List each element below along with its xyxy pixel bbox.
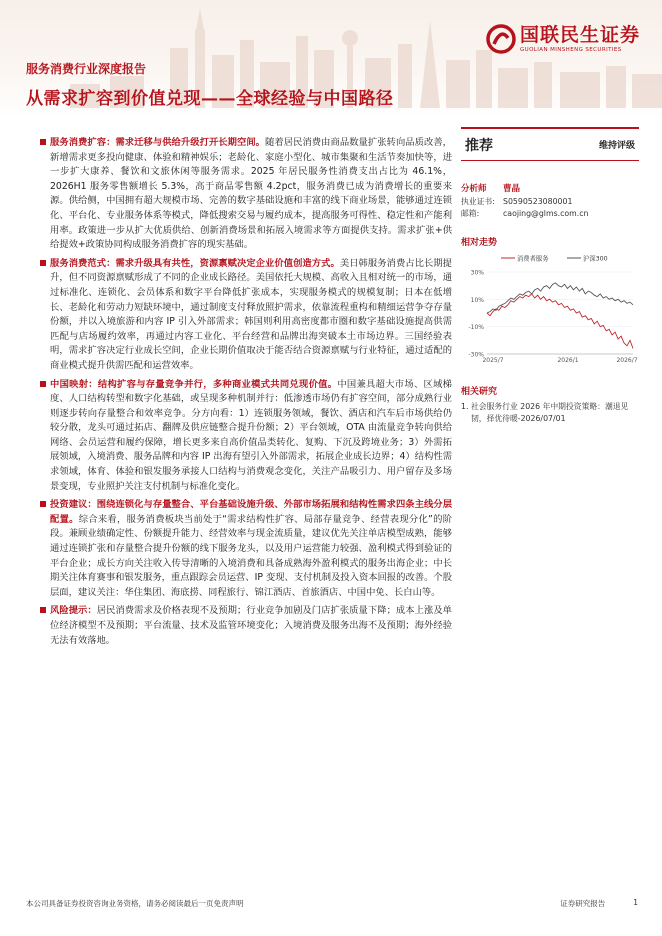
bullet-square-icon: [40, 260, 46, 266]
cert-value: S0590523080001: [503, 196, 573, 206]
logo-name-en: GUOLIAN MINSHENG SECURITIES: [519, 47, 622, 53]
paragraph-body: 美日韩服务消费占比长期提升，但不同资源禀赋形成了不同的企业成长路径。美国依托大规模、高收入且相对统一的市场，通过标准化、连锁化、会员体系和数字平台降低扩张成本，实现服务模式的规模复制；日本在低增长、老龄化和劳动力短缺环境中，通过制度支付释放照护需求，依靠流程重构和精细运营争夺存量份额，并以入境旅游和内容 IP 引入外部需求；韩国则利用高密度都市圈和数字基础设施提高供需匹配与店场履约效率，再通过内容工业化、平台经营和品牌出海突破本土市场边界。三国经验表明，需求扩容决定行业成长空间，企业长期价值取决于能否结合资源禀赋与行业特征，通过适配的商业模式提升供需匹配和运营效率。: [50, 257, 452, 371]
paragraph-risk-warning: [50, 604, 452, 648]
paragraph-body: 中国兼具超大市场、区域梯度、人口结构转型和数字化基础，或呈现多种机制并行：低渗透市场仍有扩容空间，部分成熟行业则逐步转向存量整合和效率竞争。分方向看：1）连锁服务领域，餐饮、酒店和汽车后市场供给仍较分散，龙头可通过拓店、翻牌及供应链整合提升份额；2）平台领域，OTA 由流量竞争转向供给网络、会员运营和履约保障，增长更多来自高价值品类转化、复购、下沉及跨境业务；3）外需拓展领域，入境消费、服务品牌和内容 IP 出海有望引入外部需求，拓展企业成长边界；4）结构性需求领域，体育、体验和银发服务承接人口结构与消费观念变化，关注产品吸引力、用户留存及多场景变现，专业照护关注支付机制与标准化变化。: [50, 378, 452, 492]
paragraph-service-paradigm: [50, 257, 452, 374]
header-banner: [0, 0, 662, 118]
related-research: [461, 384, 639, 426]
related-item-number: 1.: [461, 401, 469, 411]
email-link[interactable]: caojing@glms.com.cn: [503, 209, 589, 218]
x-tick-label: 2026/1: [557, 356, 579, 364]
y-tick-label: 10%: [470, 296, 484, 304]
footer-disclaimer: 本公司具备证券投资咨询业务资格，请务必阅读最后一页免责声明: [26, 899, 244, 908]
x-tick-label: 2026/7: [616, 356, 638, 364]
trend-section-title: 相对走势: [461, 237, 498, 248]
cert-label: 执业证书:: [461, 196, 495, 206]
analyst-name: 曹晶: [503, 184, 521, 194]
page-footer: [26, 898, 638, 909]
legend-label: 沪深300: [583, 255, 608, 262]
x-tick-label: 2025/7: [482, 356, 504, 364]
analyst-info: [461, 183, 639, 221]
legend-label: 消费者服务: [517, 255, 549, 262]
footer-report-type: 证券研究报告: [560, 899, 606, 908]
paragraph-china-mapping: [50, 378, 452, 495]
series-line: [487, 282, 633, 312]
document-type: 服务消费行业深度报告: [26, 62, 147, 76]
series-line: [487, 293, 633, 348]
y-tick-label: -30%: [468, 351, 484, 358]
paragraph-heading: 投资建议：围绕连锁化与存量整合、平台基础设施升级、外部市场拓展和结构性需求四条主线分层配置。: [50, 499, 452, 525]
paragraph-heading: 服务消费范式：需求升级具有共性，资源禀赋决定企业价值创造方式。: [50, 257, 340, 269]
related-research-item[interactable]: [461, 401, 639, 426]
bullet-square-icon: [40, 139, 46, 145]
paragraph-heading: 中国映射：结构扩容与存量竞争并行，多种商业模式共同兑现价值。: [50, 378, 338, 390]
sidebar: [461, 127, 639, 426]
y-tick-label: 30%: [470, 269, 484, 276]
page-number: 1: [633, 898, 638, 907]
email-label: 邮箱:: [461, 209, 480, 218]
y-tick-label: -10%: [468, 323, 484, 331]
rating: 推荐: [465, 137, 493, 154]
logo-mark-icon: [486, 24, 516, 54]
rating-status: 维持评级: [598, 141, 635, 151]
trend-chart-svg: [461, 250, 639, 370]
relative-trend-chart: [461, 250, 639, 370]
analyst-label: 分析师: [461, 184, 487, 194]
paragraph-service-expansion: [50, 136, 452, 253]
paragraph-heading: 风险提示：: [50, 605, 97, 617]
paragraph-investment-advice: [50, 498, 452, 600]
paragraph-body: 综合来看，服务消费板块当前处于“需求结构性扩容、局部存量竞争、经营表现分化”的阶段。兼顾业绩确定性、份额提升能力、经营效率与现金流质量，建议优先关注单店模型成熟，能够通过连锁扩张和存量整合提升份额的线下服务龙头，以及用户运营能力较强、盈利模式得到验证的平台企业；成长方向关注收入传导清晰的入境消费和具备成熟海外盈利模式的服务出海企业；中长期关注体育赛事和银发服务，重点跟踪会员运营、IP 变现、支付机制及投入资本回报的改善。个股层面，建议关注：华住集团、海底捞、同程旅行、锦江酒店、首旅酒店、中国中免、长白山等。: [50, 513, 452, 598]
document-title: 从需求扩容到价值兑现——全球经验与中国路径: [26, 89, 394, 109]
paragraph-heading: 服务消费扩容：需求迁移与供给升级打开长期空间。: [50, 137, 266, 148]
rating-box: [461, 127, 639, 161]
paragraph-body: 居民消费需求及价格表现不及预期；行业竞争加剧及门店扩张质量下降；成本上涨及单位经济模型不及预期；平台流量、技术及监管环境变化；入境消费及服务出海不及预期；海外经验无法有效落地。: [50, 605, 452, 646]
bullet-square-icon: [40, 501, 46, 507]
related-item-text: 社会服务行业 2026 年中期投资策略：潮退见韧，择优待暖-2026/07/01: [471, 401, 629, 423]
logo-name-cn: 国联民生证券: [519, 24, 640, 46]
company-logo: [486, 24, 640, 54]
related-section-title: 相关研究: [461, 386, 498, 397]
paragraph-body: 随着居民消费由商品数量扩张转向品质改善，新增需求更多投向健康、体验和精神娱乐；老龄化、家庭小型化、城市集聚和生活节奏加快等，进一步扩大康养、餐饮和文旅休闲等服务需求。2025 年居民服务性消费支出占比为 46.1%，2026H1 服务零售额增长 5.3%，高于商品零售额 4.2pct，服务消费已成为消费增长的重要来源。供给侧，中国拥有超大规模市场、完善的数字基础设施和丰富的线下商业场景，能够通过连锁化、平台化、专业服务体系等模式，降低搜索交易与履约成本，提高服务可得性、稳定性和产能利用率。政策进一步从扩大优质供给、创新消费场景和拓展入境需求等方面提供支持。需求扩张+供给提效+政策协同构成服务消费扩容的现实基础。: [50, 137, 452, 251]
bullet-square-icon: [40, 381, 46, 387]
report-summary: [50, 136, 452, 652]
bullet-square-icon: [40, 607, 46, 613]
